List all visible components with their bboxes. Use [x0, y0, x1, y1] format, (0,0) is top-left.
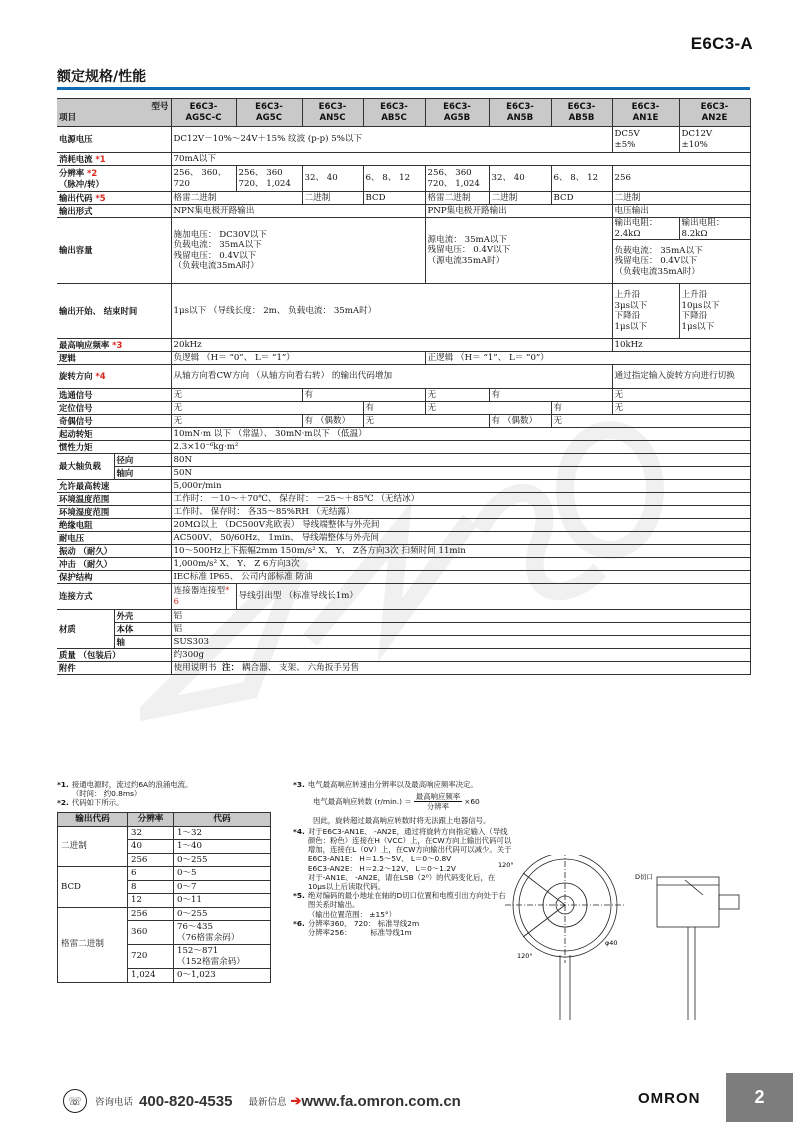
sub-label: 本体 [114, 623, 171, 636]
cell: 负逻辑 （H＝ “0”、 L＝ “1”） [171, 352, 425, 365]
table-row [57, 623, 750, 636]
row-label: 振动 （耐久） [57, 545, 171, 558]
cell: 电压输出 [612, 205, 750, 218]
cell: 20kHz [171, 339, 612, 352]
cell: 工作时： －10～＋70℃、 保存时： －25～＋85℃ （无结冰） [171, 493, 750, 506]
cell: 70mA以下 [171, 153, 750, 166]
cell: 10mN·m 以下 （常温）、 30mN·m以下 （低温） [171, 428, 750, 441]
cell: 256 [128, 907, 174, 921]
row-label: 材质 [57, 610, 114, 649]
cell: NPN集电极开路输出 [171, 205, 425, 218]
footer [63, 1086, 461, 1116]
cell: 连接器连接型*6 [171, 584, 236, 610]
cell: 1,024 [128, 969, 174, 983]
cell: 无 [171, 389, 302, 402]
formula-denominator: 分辨率 [426, 802, 450, 812]
table-row [57, 506, 750, 519]
cell: 无 [171, 402, 363, 415]
table-row [58, 867, 271, 881]
model-header: E6C3- AN1E [612, 99, 679, 127]
row-label: 环境温度范围 [57, 493, 171, 506]
cell: 6 [128, 867, 174, 881]
cell: 80N [171, 454, 750, 467]
formula-left: 电气最高响应转数 (r/min.) ＝ [313, 797, 412, 807]
cell: DC12V－10%～24V＋15% 纹波 (p-p) 5%以下 [171, 127, 612, 153]
cell: 720 [128, 945, 174, 969]
table-row [57, 636, 750, 649]
note-item: *6. 分辨率360、 720： 标准导线2m 分辨率256： 标准导线1m [293, 918, 420, 938]
cell: 上升沿 3μs以下 下降沿 1μs以下 [612, 284, 679, 339]
row-label: 保护结构 [57, 571, 171, 584]
row-label: 冲击 （耐久） [57, 558, 171, 571]
corner-bottom-label: 项目 [59, 112, 77, 123]
cell: 256、 360 720、 1,024 [425, 166, 489, 192]
cell: 10kHz [612, 339, 750, 352]
cell: 无 [551, 415, 750, 428]
cell: 0～7 [174, 880, 271, 894]
angle-label-bottom: 120° [517, 952, 533, 960]
cell: 从轴方向看CW方向 （从轴方向看右转） 的输出代码增加 [171, 365, 612, 389]
cell: 32、 40 [302, 166, 363, 192]
cell: 10～500Hz上下振幅2mm 150m/s² X、 Y、 Z各方向3次 扫频时间 11min [171, 545, 750, 558]
table-row [57, 218, 750, 240]
table-row [57, 532, 750, 545]
notes-left [57, 780, 277, 808]
cell: 6、 8、 12 [551, 166, 612, 192]
table-row [57, 389, 750, 402]
angle-label-top: 120° [498, 861, 514, 869]
row-label: 附件 [57, 662, 171, 675]
table-row [57, 584, 750, 610]
row-label: 允许最高转速 [57, 480, 171, 493]
table-row [58, 826, 271, 840]
table-row [57, 558, 750, 571]
group-label: BCD [58, 867, 128, 908]
cell: DC12V ±10% [679, 127, 750, 153]
cell: 二进制 [489, 192, 551, 205]
cell: 1,000m/s² X、 Y、 Z 6方向3次 [171, 558, 750, 571]
hotline-label: 咨询电话 [95, 1097, 134, 1108]
table-row [57, 205, 750, 218]
cell: 有 [302, 389, 425, 402]
cell: 12 [128, 894, 174, 908]
cell: BCD [551, 192, 612, 205]
cell: 无 [363, 415, 489, 428]
row-label: 输出开始、 结束时间 [57, 284, 171, 339]
cell: 正逻辑 （H＝ “1”、 L＝ “0”） [425, 352, 750, 365]
note-item: *5. 绝对编码的最小地址在轴的D切口位置和电缆引出方向处于右图关系时输出。 （输出位置范围： ±15°） [293, 891, 506, 919]
formula-fraction [414, 792, 462, 811]
table-row [57, 428, 750, 441]
website-link[interactable]: www.fa.omron.com.cn [301, 1092, 461, 1110]
note-item: *3. 电气最高响应转速由分辨率以及最高响应频率决定。 [293, 780, 478, 789]
table-row [58, 907, 271, 921]
cell: 有 [363, 402, 425, 415]
table-row [57, 192, 750, 205]
phone-icon: ☏ [63, 1089, 87, 1113]
cell: 无 [612, 389, 750, 402]
cell: 有 （偶数） [302, 415, 363, 428]
cell: 256 [612, 166, 750, 192]
cell: 152～871 （152格雷余码） [174, 945, 271, 969]
row-label: 消耗电流 *1 [57, 153, 171, 166]
code-table-header [58, 813, 271, 827]
cell: 8 [128, 880, 174, 894]
table-row [57, 127, 750, 153]
corner-cell [57, 99, 171, 127]
table-row [57, 454, 750, 467]
table-row [57, 610, 750, 623]
cell: 76～435 （76格雷余码） [174, 921, 271, 945]
cell: 施加电压： DC30V以下 负载电流： 35mA以下 残留电压： 0.4V以下 （负载电流35mA时） [171, 218, 425, 284]
sub-label: 径向 [114, 454, 171, 467]
row-label: 最大轴负载 [57, 454, 114, 480]
table-row [57, 571, 750, 584]
table-row [57, 493, 750, 506]
model-header: E6C3- AG5B [425, 99, 489, 127]
cell: 1～40 [174, 840, 271, 854]
cell: 输出电阻： 8.2kΩ [679, 218, 750, 240]
model-header: E6C3- AB5B [551, 99, 612, 127]
cell: 1μs以下 （导线长度： 2m、 负载电流： 35mA时） [171, 284, 612, 339]
table-row [57, 365, 750, 389]
cell: 0～11 [174, 894, 271, 908]
cell: AC500V、 50/60Hz、 1min、 导线端整体与外壳间 [171, 532, 750, 545]
web-label: 最新信息 [248, 1097, 287, 1108]
cell: 有 （偶数） [489, 415, 551, 428]
formula [313, 792, 533, 811]
cell: 格雷二进制 [171, 192, 302, 205]
row-label: 惯性力矩 [57, 441, 171, 454]
cell: DC5V ±5% [612, 127, 679, 153]
cell: 铝 [171, 623, 750, 636]
note-item: *2. 代码如下所示。 [57, 798, 124, 808]
sub-label: 轴向 [114, 467, 171, 480]
cell: 工作时、 保存时： 各35～85%RH （无结露） [171, 506, 750, 519]
table-row [57, 545, 750, 558]
cell: 使用说明书 注： 耦合器、 支架、 六角扳手另售 [171, 662, 750, 675]
row-label: 分辨率 *2 （脉冲/转） [57, 166, 171, 192]
cell: 256、 360 720、 1,024 [236, 166, 302, 192]
model-header: E6C3- AG5C [236, 99, 302, 127]
diameter-label: φ40 [605, 939, 618, 947]
cell: 32、 40 [489, 166, 551, 192]
row-label: 定位信号 [57, 402, 171, 415]
table-row [57, 649, 750, 662]
cell: 256、 360、 720 [171, 166, 236, 192]
arrow-icon: ➔ [290, 1093, 302, 1108]
model-header: E6C3- AN5B [489, 99, 551, 127]
table-row [57, 339, 750, 352]
cell: 源电流： 35mA以下 残留电压： 0.4V以下 （源电流35mA时） [425, 218, 612, 284]
cell: 约300g [171, 649, 750, 662]
row-label: 绝缘电阻 [57, 519, 171, 532]
cell: 32 [128, 826, 174, 840]
cell: 0～255 [174, 907, 271, 921]
cell: 通过指定输入旋转方向进行切换 [612, 365, 750, 389]
table-row [57, 284, 750, 339]
row-label: 环境湿度范围 [57, 506, 171, 519]
cell: 有 [489, 389, 612, 402]
cell: 无 [425, 402, 551, 415]
cell: 有 [551, 402, 612, 415]
row-label: 电源电压 [57, 127, 171, 153]
sub-label: 轴 [114, 636, 171, 649]
formula-numerator: 最高响应频率 [415, 792, 461, 802]
section-divider [57, 87, 750, 90]
model-title: E6C3-A [690, 34, 753, 53]
cell: 负载电流： 35mA以下 残留电压： 0.4V以下 （负载电流35mA时） [612, 240, 750, 284]
row-label: 逻辑 [57, 352, 171, 365]
cell: 256 [128, 853, 174, 867]
row-label: 连接方式 [57, 584, 171, 610]
cell: 二进制 [302, 192, 363, 205]
table-row [57, 480, 750, 493]
cell: 0～1,023 [174, 969, 271, 983]
spec-table [57, 98, 751, 675]
row-label: 质量 （包装后） [57, 649, 171, 662]
sub-label: 外壳 [114, 610, 171, 623]
row-label: 奇偶信号 [57, 415, 171, 428]
cell: 0～255 [174, 853, 271, 867]
cell: 无 [612, 402, 750, 415]
cell: 40 [128, 840, 174, 854]
table-row [57, 402, 750, 415]
row-label: 输出容量 [57, 218, 171, 284]
section-title: 额定规格/性能 [57, 69, 147, 85]
table-row [57, 467, 750, 480]
row-label: 起动转矩 [57, 428, 171, 441]
row-label: 耐电压 [57, 532, 171, 545]
cell: 导线引出型 （标准导线长1m） [236, 584, 750, 610]
group-label: 二进制 [58, 826, 128, 867]
cell: 格雷二进制 [425, 192, 489, 205]
cell: 20MΩ以上 （DC500V兆欧表） 导线端整体与外壳间 [171, 519, 750, 532]
cell: 360 [128, 921, 174, 945]
cell: 1～32 [174, 826, 271, 840]
model-header: E6C3- AN2E [679, 99, 750, 127]
cell: 5,000r/min [171, 480, 750, 493]
spec-table-wrapper [57, 98, 750, 675]
cell: 0～5 [174, 867, 271, 881]
cell: SUS303 [171, 636, 750, 649]
table-row [57, 519, 750, 532]
table-header-row [57, 99, 750, 127]
group-label: 格雷二进制 [58, 907, 128, 982]
table-row [57, 352, 750, 365]
note-text: 因此，旋转超过最高响应转数时将无法跟上电器信号。 [313, 815, 491, 825]
cell: 二进制 [612, 192, 750, 205]
cell: 50N [171, 467, 750, 480]
header-cell: 输出代码 [58, 813, 128, 827]
header-cell: 代码 [174, 813, 271, 827]
formula-right: ×60 [464, 797, 480, 807]
page-number: 2 [726, 1073, 793, 1122]
note-item: *4. 对于E6C3-AN1E、 -AN2E，通过将旋转方向指定输入（导线颜色：粉色）连接在H（VCC）上，在CW方向上输出代码可以增加，连接在L（0V）上，在CW方向输出代码可以减少。关于E6C3-AN1E： H＝1.5～5V、 L＝0～0.8V E6C3-AN2E： H＝2.2～12V、 L＝0～1.2V 对于-AN1E、 -AN2E，请在LSB（2⁰）的代码变化后，在10μs以上后读取代码。 [293, 826, 512, 892]
table-row [57, 662, 750, 675]
table-row [57, 415, 750, 428]
cell: 2.3×10⁻⁶kg·m² [171, 441, 750, 454]
row-label: 输出形式 [57, 205, 171, 218]
code-table [57, 812, 271, 983]
model-header: E6C3- AG5C-C [171, 99, 236, 127]
cell: BCD [363, 192, 425, 205]
model-header: E6C3- AB5C [363, 99, 425, 127]
note-item: *1. 接通电源时，流过约6A的浪涌电流。 （时间： 约0.8ms） [57, 780, 193, 799]
corner-top-label: 型号 [151, 102, 169, 112]
cell: 6、 8、 12 [363, 166, 425, 192]
row-label: 输出代码 *5 [57, 192, 171, 205]
table-row [57, 441, 750, 454]
cell: IEC标准 IP65、 公司内部标准 防油 [171, 571, 750, 584]
table-row [57, 153, 750, 166]
brand-logo: OMRON [638, 1090, 701, 1107]
hotline-number[interactable]: 400-820-4535 [139, 1092, 233, 1110]
model-header: E6C3- AN5C [302, 99, 363, 127]
cell: 无 [425, 389, 489, 402]
dcut-label: D切口 [635, 873, 654, 881]
row-label: 旋转方向 *4 [57, 365, 171, 389]
row-label: 最高响应频率 *3 [57, 339, 171, 352]
cell: PNP集电极开路输出 [425, 205, 612, 218]
cell: 无 [171, 415, 302, 428]
cell: 铝 [171, 610, 750, 623]
row-label: 选通信号 [57, 389, 171, 402]
cell: 上升沿 10μs以下 下降沿 1μs以下 [679, 284, 750, 339]
header-cell: 分辨率 [128, 813, 174, 827]
table-row [57, 166, 750, 192]
cell: 输出电阻： 2.4kΩ [612, 218, 679, 240]
encoder-drawing [495, 855, 750, 1025]
